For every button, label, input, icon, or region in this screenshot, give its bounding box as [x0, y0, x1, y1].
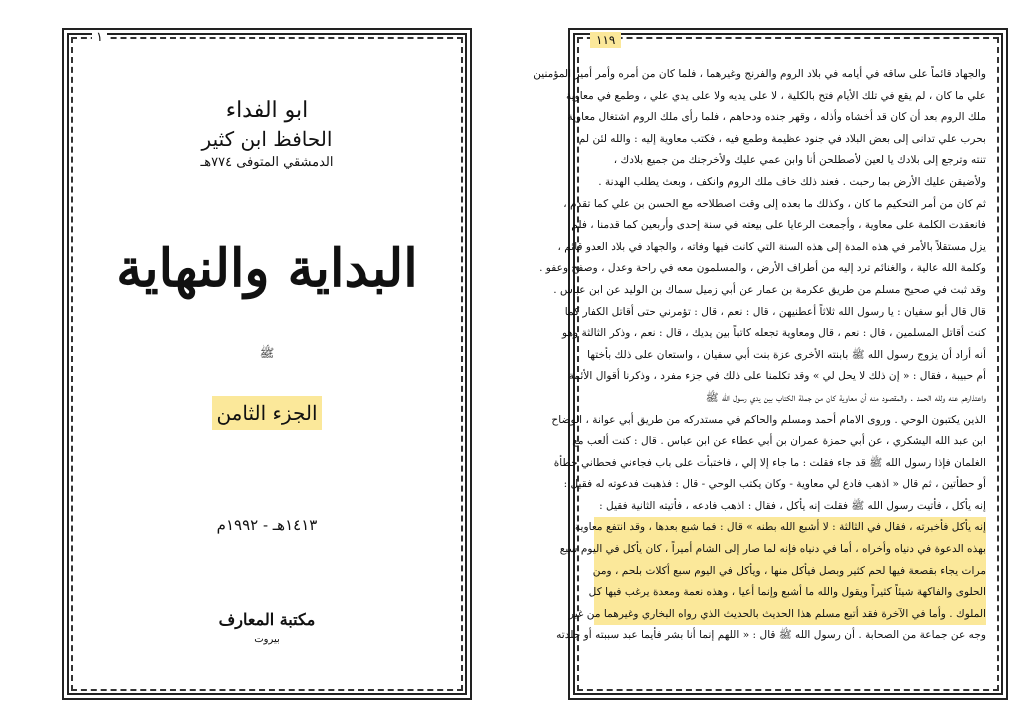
text-line: وجه عن جماعة من الصحابة . أن رسول الله ﷺ قال : « اللهم إنما أنا بشر فأيما عبد سببته أو جلدته [556, 629, 986, 642]
author-block [62, 98, 472, 170]
text-line: والجهاد قائماً على ساقه في أيامه في بلاد الروم والفرنج وغيرهما ، فلما كان من أمره وأمر أمير المؤمنين [533, 68, 986, 80]
left-page [62, 28, 472, 700]
text-line: ثم كان من أمر التحكيم ما كان ، وكذلك ما بعده إلى وقت اصطلاحه مع الحسن بن علي كما تقدم ، [563, 197, 986, 210]
text-line: قال قال أبو سفيان : يا رسول الله ثلاثاً أعطنيهن ، قال : نعم ، قال : تؤمرني حتى أقاتل الكفار كما [564, 305, 986, 318]
text-line: ابن عبد الله اليشكري ، عن أبي حمزة عمران بن أبي عطاء عن ابن عباس . قال : كنت ألعب مع [572, 435, 986, 448]
highlighted-text-line: الملوك . وأما في الآخرة فقد أتبع مسلم هذا الحديث بالحديث الذي رواه البخاري وغيرهما من غير [594, 604, 986, 626]
text-line: وقد ثبت في صحيح مسلم من طريق عكرمة بن عمار عن أبي زميل سماك بن الوليد عن ابن عباس . [553, 283, 986, 296]
publication-date: ١٤١٣هـ - ١٩٩٢م [216, 516, 318, 534]
text-line: ملك الروم بعد أن كان قد أخشاه وأذله ، وقهر جنده ودحاهم ، فلما رأى ملك الروم اشتغال معاوية [567, 111, 986, 124]
text-line: أنه أراد أن يزوج رسول الله ﷺ بابنته الأخرى عزة بنت أبي سفيان ، واستعان على ذلك بأختها [587, 348, 986, 361]
right-page [533, 28, 1008, 700]
publisher-logo: مكتبة المعارف [218, 610, 316, 629]
text-line: أو حطأتين ، ثم قال « اذهب فادع لي معاوية - وكان يكتب الوحي - قال : فذهبت فدعوته له فقيل : [563, 478, 986, 491]
text-line: يزل مستقلاً بالأمر في هذه المدة إلى هذه السنة التي كانت فيها وفاته ، والجهاد في بلاد العدو قائم ، [557, 240, 986, 253]
text-line: أم حبيبة ، فقال : « إن ذلك لا يحل لي » وقد تكلمنا على ذلك في جزء مفرد ، وذكرنا أقوال الأئمة [568, 370, 986, 383]
highlighted-text-line: الحلوى والفاكهة شيئاً كثيراً ويقول والله ما أشبع وإنما أعيا ، وهذه نعمة ومعدة يرغب فيها كل [594, 582, 986, 604]
text-line: علي ما كان ، لم يقع في تلك الأيام فتح بالكلية ، لا على يديه ولا على يدي علي ، وطمع في معاوية [566, 89, 986, 102]
author-death: الدمشقي المتوفى ٧٧٤هـ [200, 155, 334, 170]
text-line: كنت أقاتل المسلمين ، قال : نعم ، قال ومعاوية تجعله كاتباً بين يديك ، قال : نعم ، وذكر الثالثة وهو [562, 327, 986, 340]
text-line: فانعقدت الكلمة على معاوية ، وأجمعت الرعايا على بيعته في سنة إحدى وأربعين كما قدمنا ، فلم [571, 219, 986, 232]
text-line: تنته وترجع إلى بلادك يا لعين لأصطلحن أنا وابن عمي عليك ولأخرجنك من جميع بلادك ، [613, 154, 986, 167]
author-name: ابو الفداء [225, 98, 309, 123]
body-text [533, 64, 986, 647]
volume-label: الجزء الثامن [212, 396, 322, 430]
text-line: الذين يكتبون الوحي . وروى الامام أحمد ومسلم والحاكم في مستدركه من طريق أبي عوانة ، الوضاح [551, 413, 986, 426]
text-line: واعتذارهم عنه ولله الحمد . والمقصود منه أن معاوية كان من جملة الكتاب بين يدي رسول الله ﷺ [705, 391, 986, 404]
text-line: بحرب علي تدانى إلى بعض البلاد في جنود عظيمة وطمع فيه ، فكتب معاوية إليه : والله لئن لم [578, 132, 986, 145]
left-page-number: ١ [92, 30, 107, 45]
right-page-number: ١١٩ [590, 32, 621, 48]
publisher-city: بيروت [254, 634, 280, 645]
author-title: الحافظ ابن كثير [201, 127, 333, 151]
book-title: البداية والنهاية [116, 238, 418, 299]
text-line: إنه يأكل ، فأتيت رسول الله ﷺ فقلت إنه يأكل ، فقال : اذهب فادعه ، فأتيته الثانية فقيل : [599, 499, 986, 512]
text-line: وكلمة الله عالية ، والغنائم ترد إليه من أطراف الأرض ، والمسلمون معه في راحة وعدل ، وصفح وعفو . [539, 262, 986, 275]
ornament-icon: ﷺ [259, 346, 275, 360]
highlighted-text-line: مرات يجاء بقصعة فيها لحم كثير وبصل فيأكل منها ، ويأكل في اليوم سبع أكلات بلحم ، ومن [594, 561, 986, 583]
text-line: ولأضيقن عليك الأرض بما رحبت . فعند ذلك خاف ملك الروم وانكف ، وبعث يطلب الهدنة . [598, 175, 986, 188]
text-line: الغلمان فإذا رسول الله ﷺ قد جاء فقلت : ما جاء إلا إلي ، فاختبأت على باب فجاءني فحطاني حطأة [553, 456, 986, 469]
highlighted-text-line: بهذه الدعوة في دنياه وأخراه ، أما في دنياه فإنه لما صار إلى الشام أميراً ، كان يأكل في اليوم سبع [594, 539, 986, 561]
highlighted-text-line: إنه يأكل فأخبرته ، فقال في الثالثة : لا أشبع الله بطنه » قال : فما شبع بعدها ، وقد انتفع معاوية [594, 517, 986, 539]
